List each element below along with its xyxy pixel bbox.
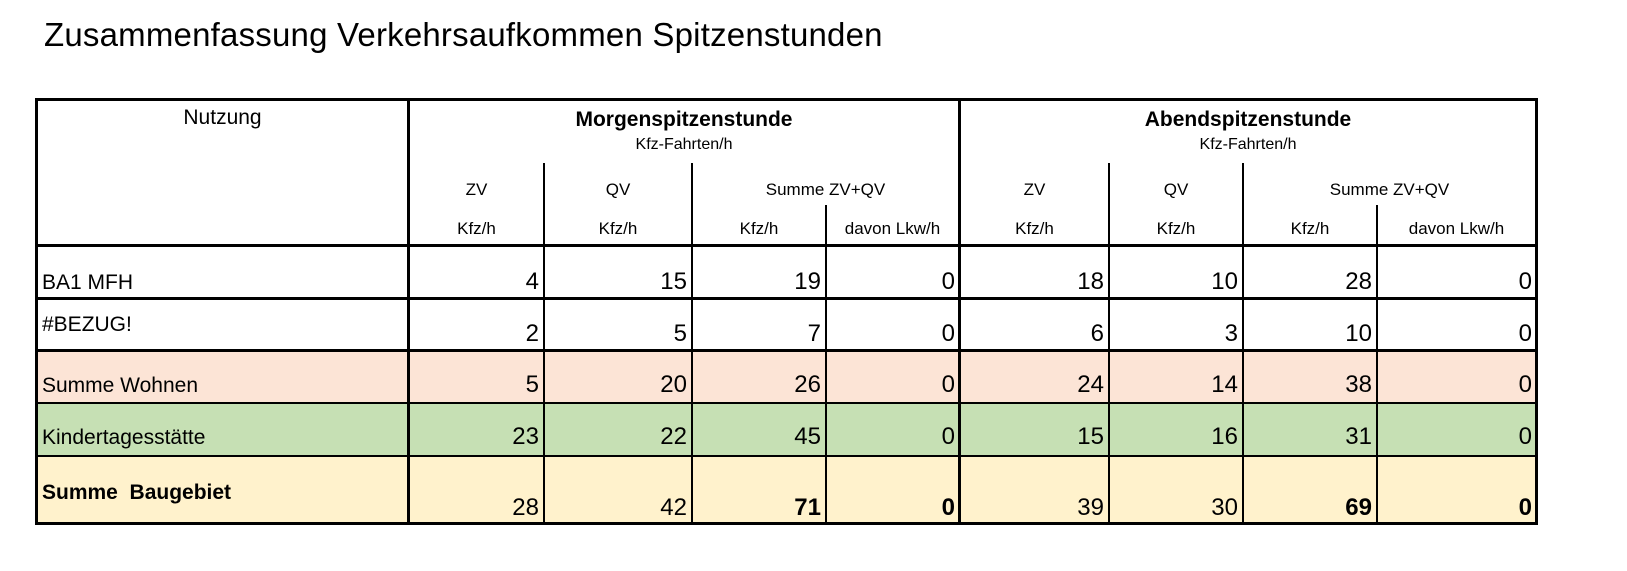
row-label-summe-wohnen: Summe Wohnen	[42, 374, 199, 397]
cell-ba1-evening-qv: 10	[1211, 268, 1238, 295]
cell-wohnen-evening-qv: 14	[1211, 371, 1238, 398]
col-line-m1	[543, 163, 545, 522]
cell-kita-morning-qv: 22	[660, 423, 687, 450]
header-morning: Morgenspitzenstunde	[575, 108, 793, 131]
cell-baugebiet-morning-lkw: 0	[941, 494, 955, 521]
cell-wohnen-evening-lkw: 0	[1518, 371, 1532, 398]
cell-bezug-evening-qv: 3	[1224, 320, 1238, 347]
cell-ba1-morning-sum: 19	[794, 268, 821, 295]
cell-ba1-evening-lkw: 0	[1518, 268, 1532, 295]
row-line-4	[38, 455, 1535, 457]
cell-bezug-morning-lkw: 0	[941, 320, 955, 347]
header-morning-qv: QV	[605, 180, 631, 199]
cell-ba1-morning-lkw: 0	[941, 268, 955, 295]
cell-bezug-morning-zv: 2	[525, 320, 539, 347]
col-line-section	[958, 101, 961, 522]
col-line-e1	[1108, 163, 1110, 522]
cell-wohnen-morning-zv: 5	[525, 371, 539, 398]
cell-bezug-evening-sum: 10	[1345, 320, 1372, 347]
cell-kita-morning-lkw: 0	[941, 423, 955, 450]
cell-bezug-evening-lkw: 0	[1518, 320, 1532, 347]
col-line-m3	[825, 205, 827, 522]
cell-baugebiet-morning-qv: 42	[660, 494, 687, 521]
cell-baugebiet-evening-sum: 69	[1345, 494, 1372, 521]
cell-wohnen-morning-qv: 20	[660, 371, 687, 398]
header-evening-zv-unit: Kfz/h	[1015, 219, 1054, 238]
col-line-m2	[691, 163, 693, 522]
header-evening-unit: Kfz-Fahrten/h	[1199, 136, 1297, 153]
header-morning-qv-unit: Kfz/h	[598, 219, 638, 238]
cell-kita-evening-zv: 15	[1077, 423, 1104, 450]
cell-kita-evening-qv: 16	[1211, 423, 1238, 450]
cell-baugebiet-evening-zv: 39	[1077, 494, 1104, 521]
cell-ba1-evening-sum: 28	[1345, 268, 1372, 295]
cell-baugebiet-evening-qv: 30	[1211, 494, 1238, 521]
header-morning-zv: ZV	[465, 180, 488, 199]
header-morning-sum-unit: Kfz/h	[739, 219, 779, 238]
row-label-ba1-mfh: BA1 MFH	[42, 271, 134, 294]
cell-kita-evening-lkw: 0	[1518, 423, 1532, 450]
cell-bezug-morning-sum: 7	[807, 320, 821, 347]
cell-ba1-morning-zv: 4	[525, 268, 539, 295]
row-label-kindertagesstaette: Kindertagesstätte	[42, 426, 206, 449]
cell-bezug-evening-zv: 6	[1090, 320, 1104, 347]
cell-ba1-evening-zv: 18	[1077, 268, 1104, 295]
col-line-nutzung	[407, 101, 410, 522]
header-morning-zv-unit: Kfz/h	[457, 219, 496, 238]
col-line-e3	[1376, 205, 1378, 522]
page-title: Zusammenfassung Verkehrsaufkommen Spitzenstunden	[44, 16, 883, 53]
header-nutzung: Nutzung	[183, 106, 262, 129]
col-line-e2	[1242, 163, 1244, 522]
header-evening-zv: ZV	[1023, 180, 1046, 199]
header-morning-unit: Kfz-Fahrten/h	[635, 136, 733, 153]
header-bottom-line	[38, 244, 1535, 247]
row-line-2	[38, 349, 1535, 352]
header-morning-summe: Summe ZV+QV	[765, 180, 886, 199]
cell-kita-morning-sum: 45	[794, 423, 821, 450]
cell-ba1-morning-qv: 15	[660, 268, 687, 295]
cell-wohnen-morning-sum: 26	[794, 371, 821, 398]
row-bg-summe-wohnen	[38, 351, 1535, 402]
cell-baugebiet-morning-zv: 28	[512, 494, 539, 521]
header-evening-qv-unit: Kfz/h	[1156, 219, 1196, 238]
row-label-summe-baugebiet: Summe Baugebiet	[42, 481, 232, 504]
cell-kita-morning-zv: 23	[512, 423, 539, 450]
row-label-bezug: #BEZUG!	[42, 313, 132, 336]
row-line-1	[38, 297, 1535, 300]
cell-baugebiet-evening-lkw: 0	[1518, 494, 1532, 521]
cell-wohnen-evening-zv: 24	[1077, 371, 1104, 398]
row-line-3	[38, 402, 1535, 404]
header-evening-qv: QV	[1163, 180, 1189, 199]
header-evening-lkw: davon Lkw/h	[1408, 219, 1505, 238]
row-bg-kindertagesstaette	[38, 404, 1535, 455]
cell-kita-evening-sum: 31	[1345, 423, 1372, 450]
cell-baugebiet-morning-sum: 71	[794, 494, 821, 521]
row-bg-summe-baugebiet	[38, 457, 1535, 522]
cell-wohnen-evening-sum: 38	[1345, 371, 1372, 398]
traffic-summary-table	[35, 98, 1538, 525]
cell-bezug-morning-qv: 5	[673, 320, 687, 347]
cell-wohnen-morning-lkw: 0	[941, 371, 955, 398]
header-evening: Abendspitzenstunde	[1144, 108, 1352, 131]
header-evening-sum-unit: Kfz/h	[1290, 219, 1330, 238]
header-morning-lkw: davon Lkw/h	[844, 219, 941, 238]
header-evening-summe: Summe ZV+QV	[1329, 180, 1450, 199]
